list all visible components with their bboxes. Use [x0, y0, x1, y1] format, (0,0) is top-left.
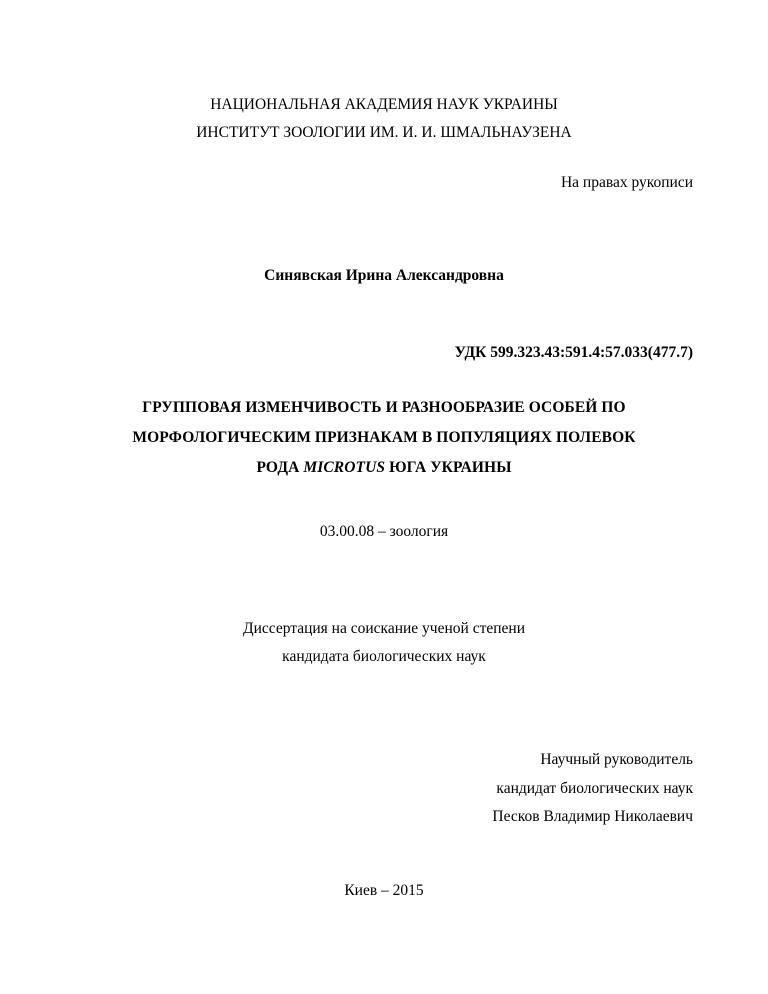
degree-line-1: Диссертация на соискание ученой степени	[243, 620, 525, 637]
specialty: 03.00.08 – зоология	[319, 523, 449, 540]
thesis-title-line-1: ГРУППОВАЯ ИЗМЕНЧИВОСТЬ И РАЗНООБРАЗИЕ ОСОБЕЙ ПО	[142, 399, 626, 416]
thesis-title-line-2: МОРФОЛОГИЧЕСКИМ ПРИЗНАКАМ В ПОПУЛЯЦИЯХ ПОЛЕВОК	[132, 429, 636, 446]
academy-name: НАЦИОНАЛЬНАЯ АКАДЕМИЯ НАУК УКРАИНЫ	[210, 96, 558, 113]
udc-code: УДК 599.323.43:591.4:57.033(477.7)	[454, 344, 693, 361]
supervisor-role: Научный руководитель	[540, 751, 693, 768]
institute-name: ИНСТИТУТ ЗООЛОГИИ ИМ. И. И. ШМАЛЬНАУЗЕНА	[196, 124, 572, 141]
degree-line-2: кандидата биологических наук	[282, 648, 486, 665]
supervisor-name: Песков Владимир Николаевич	[492, 808, 693, 825]
author-name: Синявская Ирина Александровна	[264, 267, 504, 284]
place-year: Киев – 2015	[344, 882, 424, 899]
genus-name: MICROTUS	[303, 459, 386, 476]
thesis-title-line-3	[0, 460, 768, 476]
supervisor-degree: кандидат биологических наук	[496, 780, 693, 797]
title-suffix: ЮГА УКРАИНЫ	[385, 459, 512, 476]
manuscript-note: На правах рукописи	[560, 174, 693, 191]
title-prefix: РОДА	[256, 459, 304, 476]
